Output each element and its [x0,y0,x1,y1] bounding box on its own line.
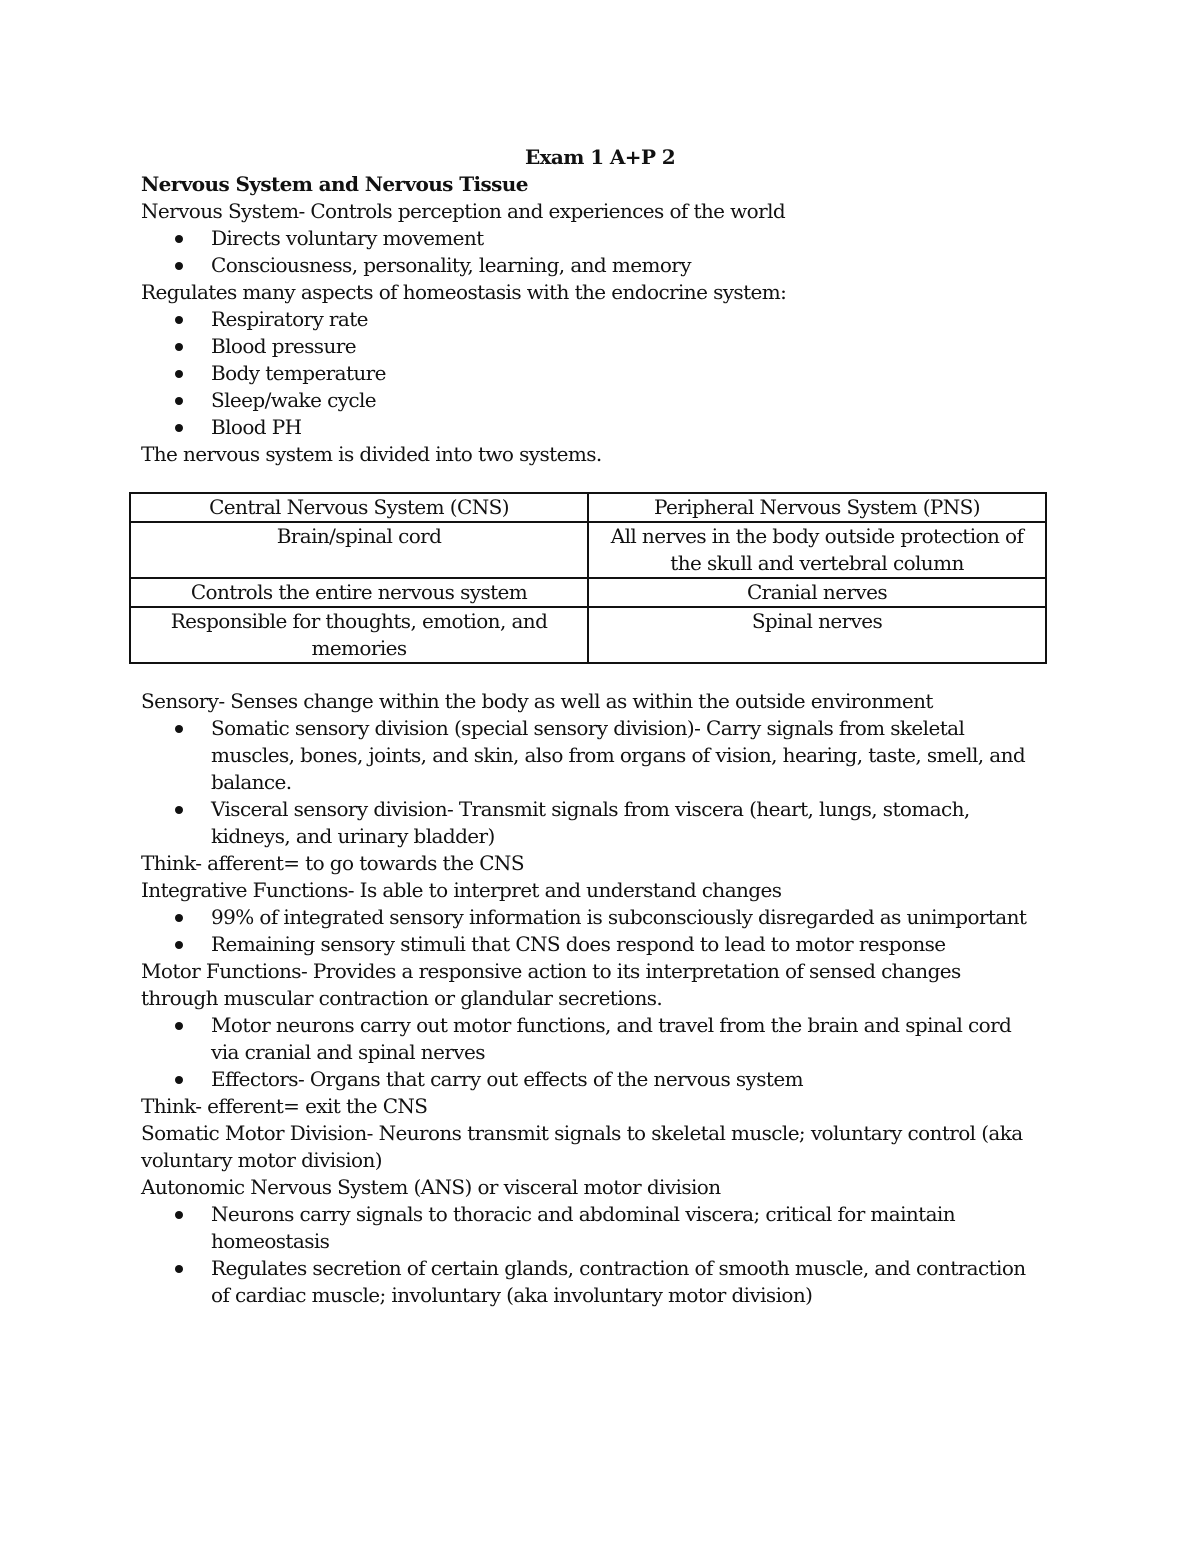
ans-line: Autonomic Nervous System (ANS) or visceral motor division [141,1175,721,1199]
document-title: Exam 1 A+P 2 [524,145,676,169]
ans-bullets [141,1201,1041,1309]
list-item: Effectors- Organs that carry out effects of the nervous system [141,1066,1041,1093]
table-cell: Brain/spinal cord [130,522,588,578]
somatic-motor-line: Somatic Motor Division- Neurons transmit signals to skeletal muscle; voluntary control (aka voluntary motor division) [141,1121,1023,1172]
table-cell: All nerves in the body outside protection of the skull and vertebral column [588,522,1046,578]
integrative-line: Integrative Functions- Is able to interpret and understand changes [141,878,782,902]
table-cell: Central Nervous System (CNS) [130,493,588,522]
table-cell: Peripheral Nervous System (PNS) [588,493,1046,522]
intro-section [141,171,1041,468]
list-item: Respiratory rate [141,306,1041,333]
list-item: Neurons carry signals to thoracic and abdominal viscera; critical for maintain homeostasis [141,1201,1041,1255]
table-cell: Responsible for thoughts, emotion, and memories [130,607,588,663]
list-item: Visceral sensory division- Transmit signals from viscera (heart, lungs, stomach, kidneys, and urinary bladder) [141,796,1041,850]
cns-pns-table [129,492,1047,664]
list-item: Remaining sensory stimuli that CNS does respond to lead to motor response [141,931,1041,958]
divided-line: The nervous system is divided into two systems. [141,442,602,466]
list-item: Somatic sensory division (special sensory division)- Carry signals from skeletal muscles, bones, joints, and skin, also from organs of vision, hearing, taste, smell, and balance. [141,715,1041,796]
list-item: Blood PH [141,414,1041,441]
motor-line: Motor Functions- Provides a responsive action to its interpretation of sensed changes through muscular contraction or glandular secretions. [141,959,961,1010]
table-cell: Cranial nerves [588,578,1046,607]
sensory-bullets [141,715,1041,850]
list-item: Regulates secretion of certain glands, contraction of smooth muscle, and contraction of cardiac muscle; involuntary (aka involuntary motor division) [141,1255,1041,1309]
efferent-line: Think- efferent= exit the CNS [141,1094,428,1118]
motor-bullets [141,1012,1041,1093]
list-item: 99% of integrated sensory information is subconsciously disregarded as unimportant [141,904,1041,931]
nervous-system-bullets [141,225,1041,279]
table-cell: Spinal nerves [588,607,1046,663]
list-item: Consciousness, personality, learning, and memory [141,252,1041,279]
list-item: Body temperature [141,360,1041,387]
homeostasis-line: Regulates many aspects of homeostasis with the endocrine system: [141,280,787,304]
integrative-bullets [141,904,1041,958]
list-item: Motor neurons carry out motor functions, and travel from the brain and spinal cord via cranial and spinal nerves [141,1012,1041,1066]
table-row [130,578,1046,607]
list-item: Sleep/wake cycle [141,387,1041,414]
afferent-line: Think- afferent= to go towards the CNS [141,851,524,875]
homeostasis-bullets [141,306,1041,441]
functions-section [141,688,1041,1309]
list-item: Blood pressure [141,333,1041,360]
table-row [130,607,1046,663]
table-row [130,522,1046,578]
table-row [130,493,1046,522]
list-item: Directs voluntary movement [141,225,1041,252]
section-heading: Nervous System and Nervous Tissue [141,172,528,196]
sensory-line: Sensory- Senses change within the body as well as within the outside environment [141,689,933,713]
table-cell: Controls the entire nervous system [130,578,588,607]
nervous-system-definition: Nervous System- Controls perception and experiences of the world [141,199,786,223]
